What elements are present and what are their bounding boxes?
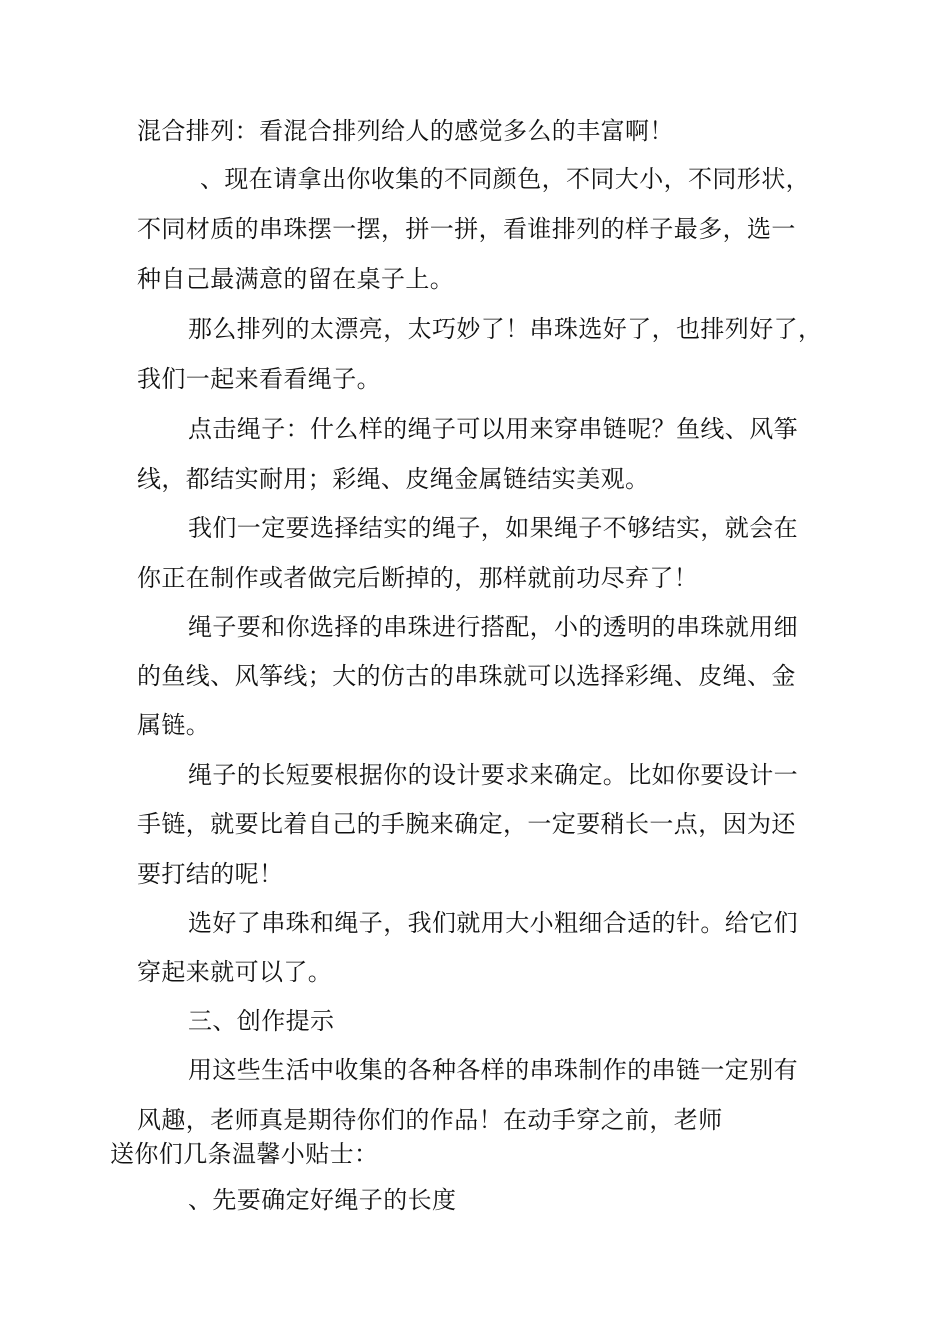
section-heading: 三、创作提示 bbox=[188, 1007, 335, 1035]
text-line: 风趣，老师真是期待你们的作品！在动手穿之前，老师 bbox=[137, 1106, 723, 1134]
text-line: 、现在请拿出你收集的不同颜色，不同大小，不同形状， bbox=[200, 165, 810, 193]
text-line: 混合排列：看混合排列给人的感觉多么的丰富啊！ bbox=[137, 117, 674, 145]
text-line: 用这些生活中收集的各种各样的串珠制作的串链一定别有 bbox=[188, 1056, 798, 1084]
text-line: 点击绳子：什么样的绳子可以用来穿串链呢？鱼线、风筝 bbox=[188, 415, 798, 443]
text-line: 线，都结实耐用；彩绳、皮绳金属链结实美观。 bbox=[137, 465, 650, 493]
text-line: 属链。 bbox=[137, 711, 211, 739]
text-line: 不同材质的串珠摆一摆，拼一拼，看谁排列的样子最多，选一 bbox=[137, 215, 796, 243]
text-line: 穿起来就可以了。 bbox=[137, 958, 333, 986]
text-line: 我们一定要选择结实的绳子，如果绳子不够结实，就会在 bbox=[188, 514, 798, 542]
text-line: 要打结的呢！ bbox=[137, 860, 284, 888]
text-line: 绳子的长短要根据你的设计要求来确定。比如你要设计一 bbox=[188, 761, 798, 789]
text-line: 选好了串珠和绳子，我们就用大小粗细合适的针。给它们 bbox=[188, 909, 798, 937]
text-line: 、先要确定好绳子的长度 bbox=[188, 1186, 457, 1214]
text-line: 的鱼线、风筝线；大的仿古的串珠就可以选择彩绳、皮绳、金 bbox=[137, 662, 796, 690]
text-line: 送你们几条温馨小贴士： bbox=[110, 1140, 379, 1168]
text-line: 手链，就要比着自己的手腕来确定，一定要稍长一点，因为还 bbox=[137, 810, 796, 838]
text-line: 种自己最满意的留在桌子上。 bbox=[137, 265, 455, 293]
text-line: 我们一起来看看绳子。 bbox=[137, 365, 381, 393]
text-line: 绳子要和你选择的串珠进行搭配，小的透明的串珠就用细 bbox=[188, 613, 798, 641]
text-line: 那么排列的太漂亮，太巧妙了！串珠选好了，也排列好了， bbox=[188, 315, 823, 343]
text-line: 你正在制作或者做完后断掉的，那样就前功尽弃了！ bbox=[137, 564, 699, 592]
